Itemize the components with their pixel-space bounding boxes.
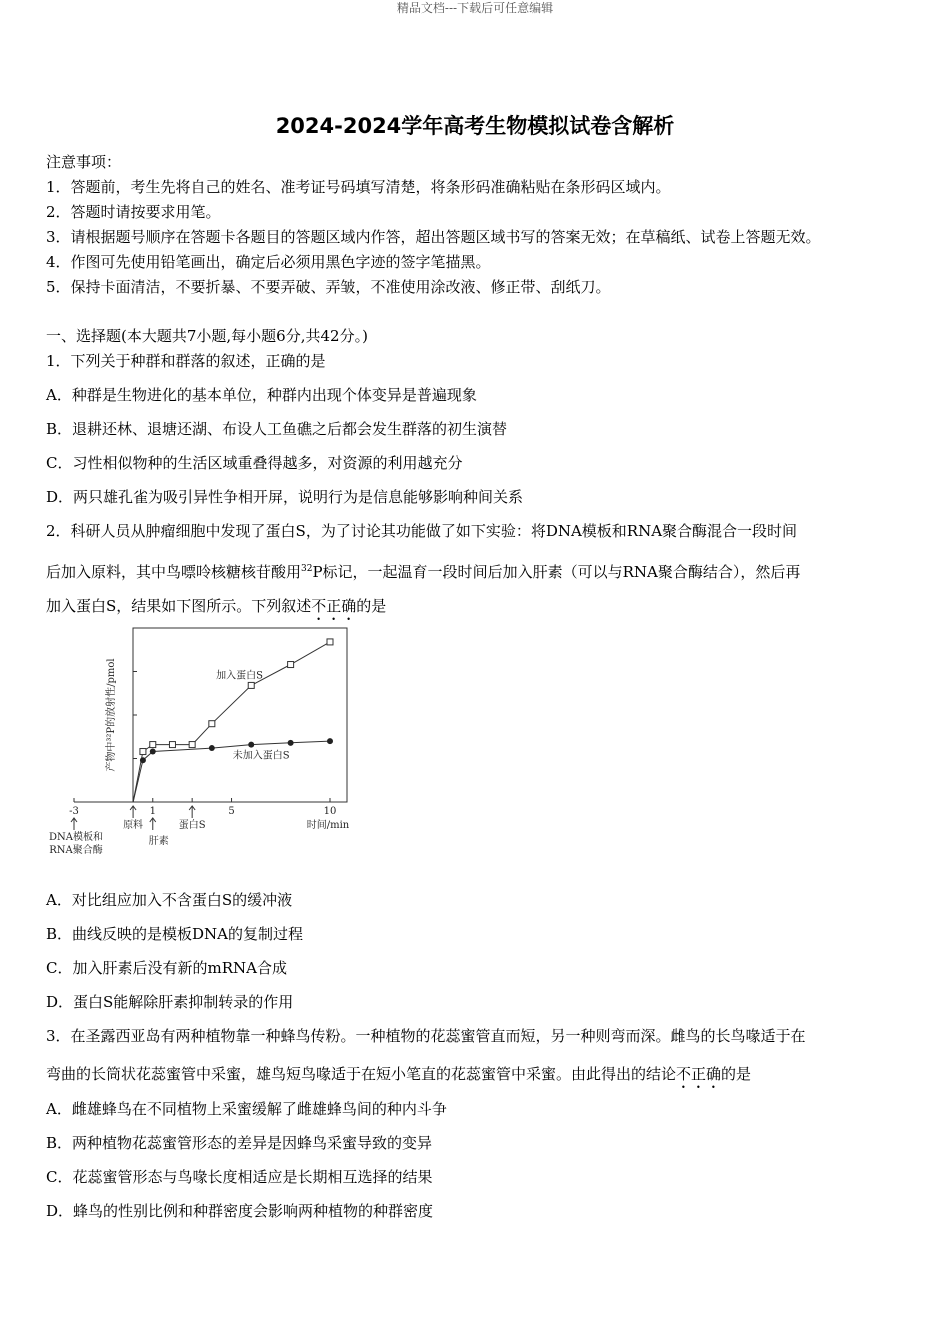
- series-line-1: [133, 741, 330, 802]
- notice-item: 1．答题前，考生先将自己的姓名、准考证号码填写清楚，将条形码准确粘贴在条形码区域内。: [46, 178, 671, 196]
- header-note: 精品文档---下载后可任意编辑: [396, 1, 554, 15]
- notice-item: 4．作图可先使用铅笔画出，确定后必须用黑色字迹的签字笔描黑。: [46, 253, 491, 271]
- data-point-no-protein-s: [248, 742, 254, 748]
- annotation-label: 原料: [123, 820, 144, 831]
- data-point-no-protein-s: [209, 745, 215, 751]
- data-point-protein-s: [140, 749, 146, 755]
- series-line-0: [133, 642, 330, 802]
- radioactivity-chart: [40, 620, 370, 860]
- question-2-stem-line2: [46, 559, 800, 582]
- q2-line3-pre: 加入蛋白S，结果如下图所示。下列叙述: [46, 597, 312, 615]
- x-tick-label: 1: [149, 806, 156, 817]
- q3-emphasis: 不正确: [676, 1065, 722, 1083]
- question-2-stem-line1: 2．科研人员从肿瘤细胞中发现了蛋白S，为了讨论其功能做了如下实验：将DNA模板和RNA聚合酶混合一段时间: [46, 522, 798, 540]
- series-label-no-protein-s: 未加入蛋白S: [232, 750, 290, 762]
- chart-labels: [49, 658, 350, 856]
- x-tick-label: 10: [323, 806, 337, 817]
- question-3-option-a: A．雌雄蜂鸟在不同植物上采蜜缓解了雌雄蜂鸟间的种内斗争: [46, 1100, 447, 1118]
- data-point-no-protein-s: [140, 757, 146, 763]
- page-title: 2024-2024学年高考生物模拟试卷含解析: [275, 114, 675, 138]
- x-tick-label: -3: [69, 806, 79, 817]
- q2-emphasis: 不正确: [311, 597, 357, 615]
- question-3-option-d: D．蜂鸟的性别比例和种群密度会影响两种植物的种群密度: [46, 1202, 434, 1220]
- question-2-option-c: C．加入肝素后没有新的mRNA合成: [46, 959, 287, 977]
- data-point-protein-s: [189, 742, 195, 748]
- question-3-option-c: C．花蕊蜜管形态与鸟喙长度相适应是长期相互选择的结果: [46, 1168, 433, 1186]
- y-axis-label: 产物中³²P的放射性/pmol: [106, 658, 117, 772]
- annotation-label: RNA聚合酶: [49, 845, 103, 856]
- question-1-stem: 1．下列关于种群和群落的叙述，正确的是: [46, 352, 326, 370]
- notice-item: 2．答题时请按要求用笔。: [46, 203, 221, 221]
- question-1-option-b: B．退耕还林、退塘还湖、布设人工鱼礁之后都会发生群落的初生演替: [46, 420, 508, 438]
- question-1-option-a: A．种群是生物进化的基本单位，种群内出现个体变异是普遍现象: [46, 386, 477, 404]
- question-1-option-c: C．习性相似物种的生活区域重叠得越多，对资源的利用越充分: [46, 454, 463, 472]
- chart-series: [133, 639, 333, 802]
- x-axis-label: 时间/min: [306, 820, 350, 831]
- q2-line3-post: 的是: [356, 597, 387, 615]
- question-2-option-b: B．曲线反映的是模板DNA的复制过程: [46, 925, 304, 943]
- annotation-label: 蛋白S: [178, 820, 206, 831]
- data-point-no-protein-s: [327, 738, 333, 744]
- x-tick-label: 5: [228, 806, 235, 817]
- q3-line2-pre: 弯曲的长筒状花蕊蜜管中采蜜，雄鸟短鸟喙适于在短小笔直的花蕊蜜管中采蜜。由此得出的结论: [46, 1065, 677, 1083]
- series-label-protein-s: 加入蛋白S: [216, 670, 263, 682]
- data-point-protein-s: [327, 639, 333, 645]
- question-2-option-d: D．蛋白S能解除肝素抑制转录的作用: [46, 993, 294, 1011]
- question-3-stem-line1: 3．在圣露西亚岛有两种植物靠一种蜂鸟传粉。一种植物的花蕊蜜管直而短，另一种则弯而深。雌鸟的长鸟喙适于在: [46, 1027, 806, 1045]
- q2-line2-post: P标记，一起温育一段时间后加入肝素（可以与RNA聚合酶结合），然后再: [312, 563, 801, 581]
- data-point-protein-s: [209, 721, 215, 727]
- annotation-label: DNA模板和: [49, 832, 103, 843]
- data-point-protein-s: [150, 742, 156, 748]
- section-heading: 一、选择题(本大题共7小题,每小题6分,共42分。): [46, 327, 368, 345]
- annotation-label: 肝素: [148, 836, 169, 847]
- data-point-protein-s: [248, 682, 254, 688]
- question-1-option-d: D．两只雄孔雀为吸引异性争相开屏，说明行为是信息能够影响种间关系: [46, 488, 524, 506]
- q2-line2-pre: 后加入原料，其中鸟嘌呤核糖核苷酸用: [46, 563, 302, 581]
- plot-frame: [133, 628, 347, 802]
- notice-item: 5．保持卡面清洁，不要折暴、不要弄破、弄皱，不准使用涂改液、修正带、刮纸刀。: [46, 278, 611, 296]
- data-point-protein-s: [288, 662, 294, 668]
- data-point-no-protein-s: [288, 740, 294, 746]
- q3-line2-post: 的是: [721, 1065, 752, 1083]
- data-point-no-protein-s: [150, 749, 156, 755]
- notice-item: 3．请根据题号顺序在答题卡各题目的答题区域内作答，超出答题区域书写的答案无效；在草稿纸、试卷上答题无效。: [46, 228, 821, 246]
- question-2-option-a: A．对比组应加入不含蛋白S的缓冲液: [46, 891, 293, 909]
- question-3-stem-line2: [46, 1064, 751, 1092]
- question-3-option-b: B．两种植物花蕊蜜管形态的差异是因蜂鸟采蜜导致的变异: [46, 1134, 433, 1152]
- notice-heading: 注意事项：: [46, 153, 122, 171]
- data-point-protein-s: [169, 742, 175, 748]
- q2-isotope-sup: 32: [301, 564, 313, 574]
